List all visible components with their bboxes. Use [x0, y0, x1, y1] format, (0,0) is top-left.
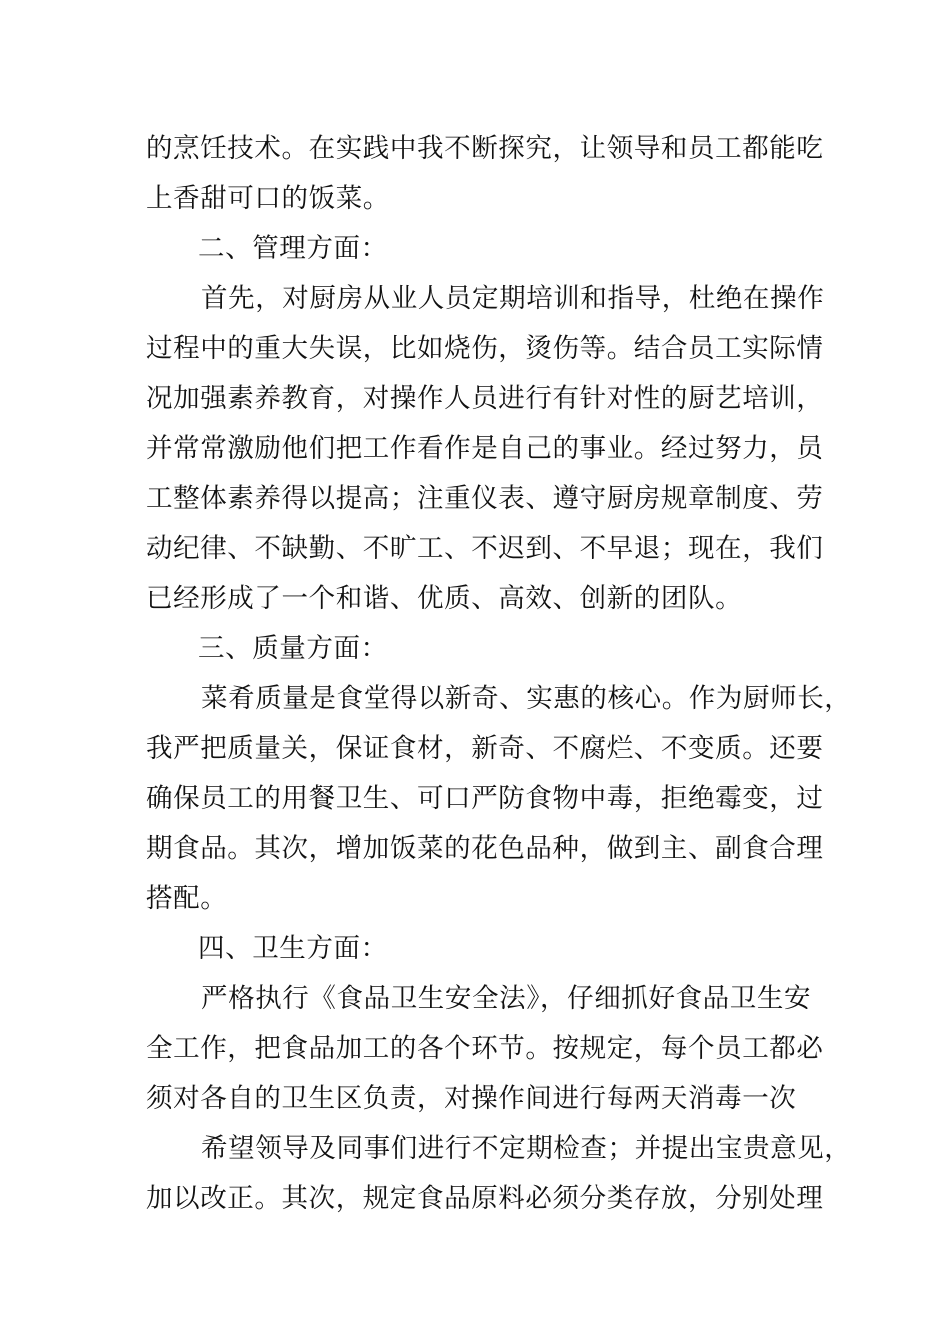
body-text-line: 严格执行《食品卫生安全法》，仔细抓好食品卫生安	[201, 983, 812, 1014]
section-heading-quality: 三、质量方面：	[198, 633, 388, 664]
body-text-line: 已经形成了一个和谐、优质、高效、创新的团队。	[146, 583, 743, 614]
body-text-line: 搭配。	[146, 883, 228, 914]
body-text-line: 工整体素养得以提高；注重仪表、遵守厨房规章制度、劳	[146, 483, 824, 514]
body-text-line: 过程中的重大失误，比如烧伤，烫伤等。结合员工实际情	[146, 333, 824, 364]
body-text-line: 须对各自的卫生区负责，对操作间进行每两天消毒一次	[146, 1083, 797, 1114]
body-text-line: 我严把质量关，保证食材，新奇、不腐烂、不变质。还要	[146, 733, 824, 764]
body-text-line: 期食品。其次，增加饭菜的花色品种，做到主、副食合理	[146, 833, 824, 864]
body-text-line: 况加强素养教育，对操作人员进行有针对性的厨艺培训，	[146, 383, 824, 414]
body-text-line: 菜肴质量是食堂得以新奇、实惠的核心。作为厨师长，	[201, 683, 852, 714]
body-text-line: 上香甜可口的饭菜。	[146, 183, 390, 214]
body-text-line: 的烹饪技术。在实践中我不断探究，让领导和员工都能吃	[146, 133, 824, 164]
body-text-line: 确保员工的用餐卫生、可口严防食物中毒，拒绝霉变，过	[146, 783, 824, 814]
body-text-line: 希望领导及同事们进行不定期检查；并提出宝贵意见，	[201, 1133, 852, 1164]
body-text-line: 全工作，把食品加工的各个环节。按规定，每个员工都必	[146, 1033, 824, 1064]
body-text-line: 动纪律、不缺勤、不旷工、不迟到、不早退；现在，我们	[146, 533, 824, 564]
body-text-line: 首先，对厨房从业人员定期培训和指导，杜绝在操作	[201, 283, 825, 314]
section-heading-management: 二、管理方面：	[198, 233, 388, 264]
section-heading-hygiene: 四、卫生方面：	[198, 933, 388, 964]
body-text-line: 加以改正。其次，规定食品原料必须分类存放，分别处理	[146, 1183, 824, 1214]
body-text-line: 并常常激励他们把工作看作是自己的事业。经过努力，员	[146, 433, 824, 464]
